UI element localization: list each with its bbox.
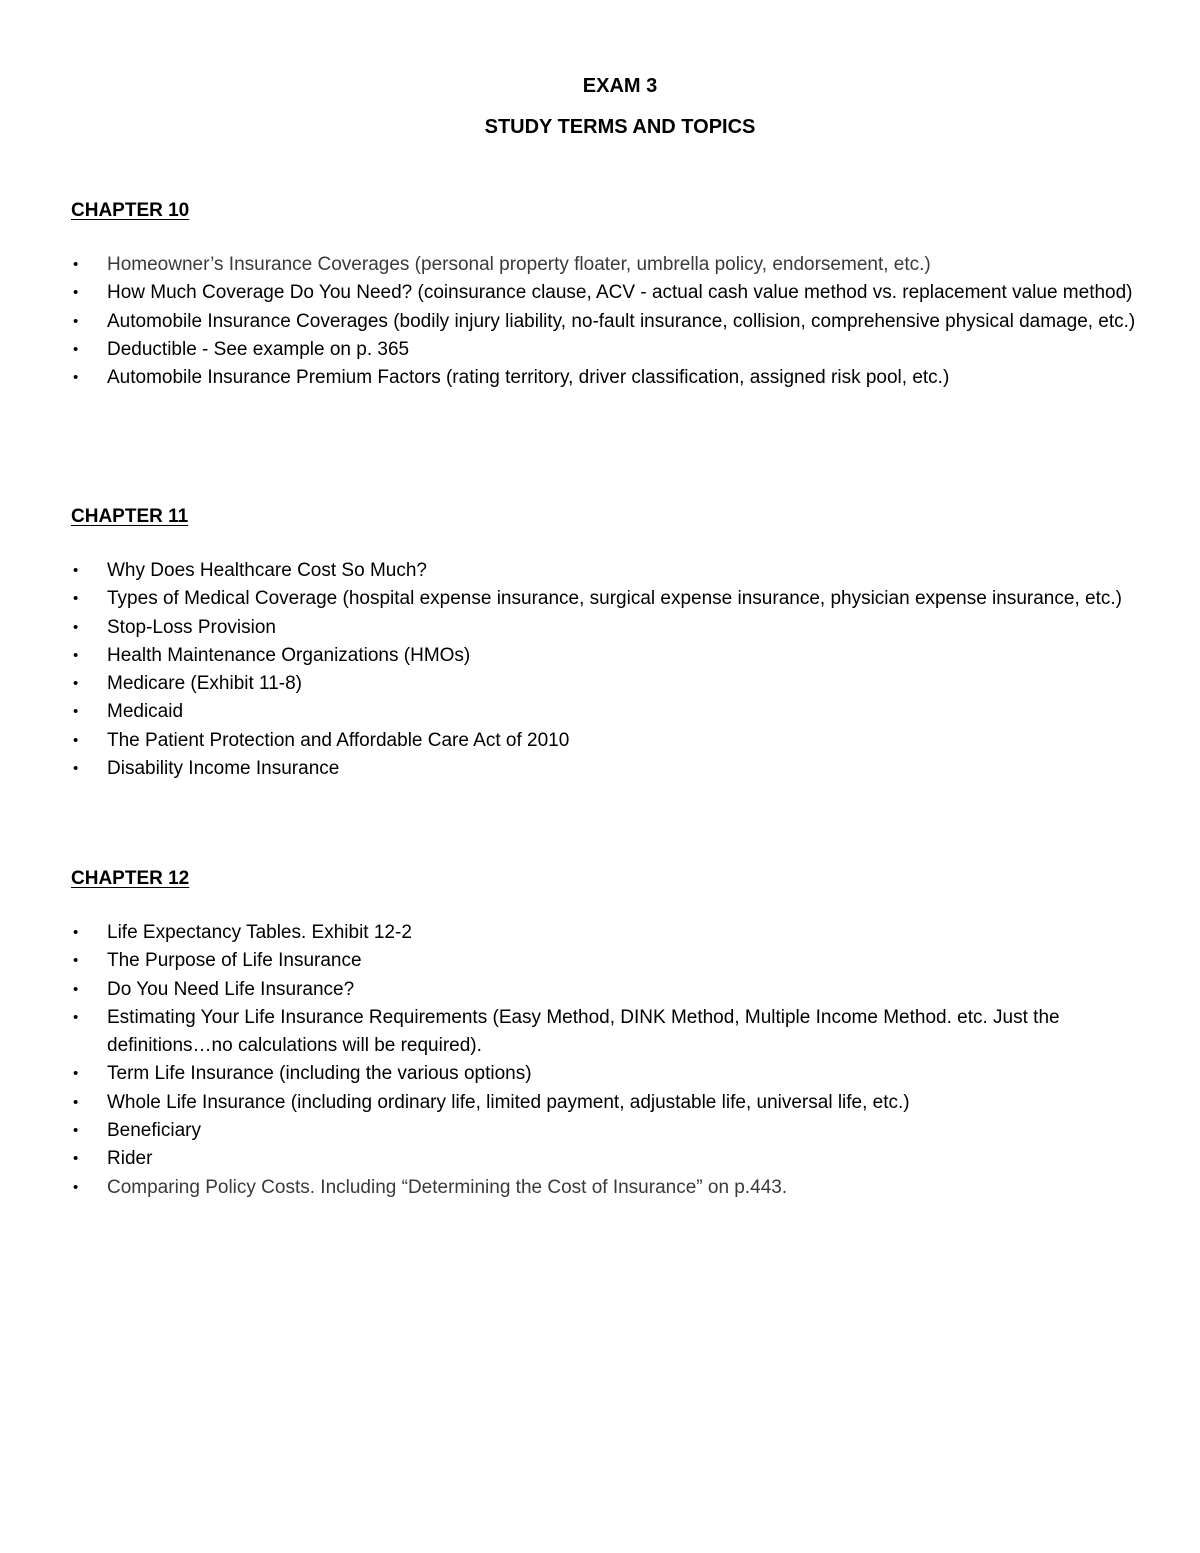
topic-text: Homeowner’s Insurance Coverages (personal property floater, umbrella policy, endorsement, etc.) [107, 254, 931, 275]
list-item [71, 642, 1151, 670]
list-item [71, 585, 1151, 613]
topic-text: Do You Need Life Insurance? [107, 978, 355, 1000]
bullet-icon: • [73, 1150, 79, 1168]
list-item [71, 279, 1151, 307]
topic-text: Comparing Policy Costs. Including “Determining the Cost of Insurance” on p.443. [107, 1176, 788, 1198]
bullet-icon: • [73, 284, 79, 302]
bullet-icon: • [73, 924, 79, 941]
topic-text: Disability Income Insurance [107, 758, 340, 780]
bullet-icon: • [73, 675, 79, 693]
list-item [71, 251, 1151, 279]
list-item [71, 1004, 1151, 1061]
list-item [71, 670, 1151, 698]
bullet-icon: • [73, 1122, 79, 1140]
chapter-12-heading: CHAPTER 12 [71, 868, 190, 889]
bullet-icon: • [73, 1008, 79, 1026]
topic-text: Estimating Your Life Insurance Requirements (Easy Method, DINK Method, Multiple Income Method. etc. Just the definitions…no calculations will be required). [107, 1006, 1060, 1057]
bullet-icon: • [73, 1178, 79, 1196]
chapter-12-section [71, 867, 1151, 1202]
topic-text: Life Expectancy Tables. Exhibit 12-2 [107, 922, 412, 943]
bullet-icon: • [73, 618, 79, 636]
bullet-icon: • [73, 340, 79, 358]
chapter-10-heading: CHAPTER 10 [71, 200, 190, 221]
bullet-icon: • [73, 312, 79, 330]
topic-text: Whole Life Insurance (including ordinary life, limited payment, adjustable life, universal life, etc.) [107, 1091, 910, 1113]
topic-text: Automobile Insurance Coverages (bodily injury liability, no-fault insurance, collision, comprehensive physical damage, etc.) [107, 310, 1136, 332]
chapter-10-section [71, 199, 1151, 392]
bullet-icon: • [73, 590, 79, 608]
chapter-11-heading: CHAPTER 11 [71, 506, 189, 527]
list-item [71, 698, 1151, 726]
topic-text: Medicaid [107, 701, 184, 723]
bullet-icon: • [73, 703, 79, 721]
bullet-icon: • [73, 256, 79, 273]
list-item [71, 1089, 1151, 1117]
bullet-icon: • [73, 760, 79, 778]
bullet-icon: • [73, 1093, 79, 1111]
chapter-11-section [71, 505, 1151, 783]
bullet-icon: • [73, 952, 79, 970]
topic-text: Term Life Insurance (including the various options) [107, 1063, 532, 1085]
bullet-icon: • [73, 369, 79, 387]
list-item [71, 557, 1151, 585]
topic-text: Rider [107, 1148, 153, 1170]
list-item [71, 614, 1151, 642]
topic-text: Deductible - See example on p. 365 [107, 338, 410, 360]
bullet-icon: • [73, 731, 79, 749]
chapter-10-topic-list [71, 251, 1151, 392]
bullet-icon: • [73, 562, 79, 579]
list-item [71, 364, 1151, 392]
topic-text: The Patient Protection and Affordable Care Act of 2010 [107, 729, 570, 751]
topic-text: Why Does Healthcare Cost So Much? [107, 560, 427, 581]
list-item [71, 336, 1151, 364]
page-title: EXAM 3 [582, 75, 658, 97]
list-item [71, 1060, 1151, 1088]
topic-text: The Purpose of Life Insurance [107, 950, 362, 972]
chapter-12-topic-list [71, 919, 1151, 1202]
topic-text: Medicare (Exhibit 11-8) [107, 673, 303, 695]
bullet-icon: • [73, 646, 79, 664]
topic-text: Types of Medical Coverage (hospital expense insurance, surgical expense insurance, physician expense insurance, etc.) [107, 588, 1122, 610]
list-item [71, 308, 1151, 336]
topic-text: Health Maintenance Organizations (HMOs) [107, 644, 471, 666]
list-item [71, 1174, 1151, 1202]
page-subtitle: STUDY TERMS AND TOPICS [484, 116, 756, 138]
bullet-icon: • [73, 1065, 79, 1083]
bullet-icon: • [73, 980, 79, 998]
list-item [71, 1117, 1151, 1145]
topic-text: Stop-Loss Provision [107, 616, 276, 638]
list-item [71, 727, 1151, 755]
list-item [71, 976, 1151, 1004]
list-item [71, 755, 1151, 783]
topic-text: Beneficiary [107, 1120, 201, 1142]
list-item [71, 947, 1151, 975]
topic-text: How Much Coverage Do You Need? (coinsurance clause, ACV - actual cash value method vs. replacement value method) [107, 282, 1133, 304]
list-item [71, 919, 1151, 947]
chapter-11-topic-list [71, 557, 1151, 783]
topic-text: Automobile Insurance Premium Factors (rating territory, driver classification, assigned risk pool, etc.) [107, 367, 950, 389]
list-item [71, 1145, 1151, 1173]
